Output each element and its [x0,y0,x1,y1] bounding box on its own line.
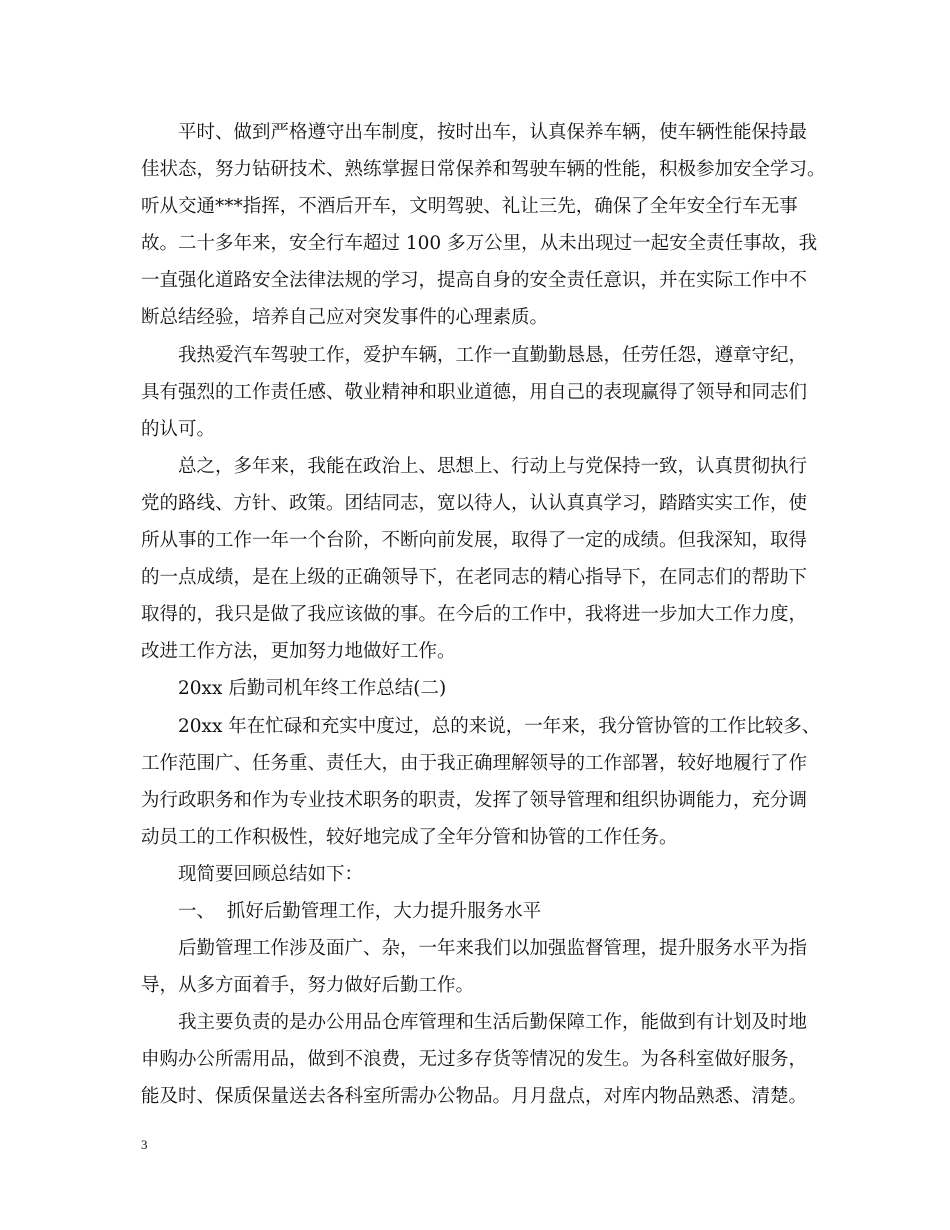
text-line: 一直强化道路安全法律法规的学习，提高自身的安全责任意识，并在实际工作中不 [141,270,808,292]
text-line: 的一点成绩，是在上级的正确领导下，在老同志的精心指导下，在同志们的帮助下 [141,567,808,589]
text-line: 20xx 年在忙碌和充实中度过，总的来说，一年来，我分管协管的工作比较多、 [178,715,821,737]
page-number: 3 [141,1137,148,1152]
text-line: 现简要回顾总结如下： [178,863,364,885]
text-line: 听从交通***指挥，不酒后开车，文明驾驶、礼让三先，确保了全年安全行车无事 [141,196,798,218]
text-line: 的认可。 [141,418,216,440]
text-line: 党的路线、方针、政策。团结同志，宽以待人，认认真真学习，踏踏实实工作，使 [141,492,808,514]
text-line: 工作范围广、任务重、责任大，由于我正确理解领导的工作部署，较好地履行了作 [141,752,808,774]
text-line: 取得的，我只是做了我应该做的事。在今后的工作中，我将进一步加大工作力度， [141,604,808,626]
text-line: 能及时、保质保量送去各科室所需办公物品。月月盘点，对库内物品熟悉、清楚。 [141,1086,808,1108]
subsection-heading: 一、 抓好后勤管理工作，大力提升服务水平 [178,900,542,922]
document-body [141,114,826,1116]
text-line: 后勤管理工作涉及面广、杂，一年来我们以加强监督管理，提升服务水平为指 [178,938,808,960]
text-line: 故。二十多年来，安全行车超过 100 多万公里，从未出现过一起安全责任事故，我 [141,233,818,255]
section-heading: 20xx 后勤司机年终工作总结(二) [178,678,447,700]
text-line: 我主要负责的是办公用品仓库管理和生活后勤保障工作，能做到有计划及时地 [178,1012,808,1034]
text-line: 我热爱汽车驾驶工作，爱护车辆，工作一直勤勤恳恳，任劳任怨，遵章守纪， [178,344,808,366]
text-line: 为行政职务和作为专业技术职务的职责，发挥了领导管理和组织协调能力，充分调 [141,789,808,811]
text-line: 申购办公所需用品，做到不浪费，无过多存货等情况的发生。为各科室做好服务， [141,1049,808,1071]
text-line: 导，从多方面着手，努力做好后勤工作。 [141,975,475,997]
text-line: 改进工作方法，更加努力地做好工作。 [141,641,456,663]
text-line: 平时、做到严格遵守出车制度，按时出车，认真保养车辆，使车辆性能保持最 [178,122,808,143]
text-line: 具有强烈的工作责任感、敬业精神和职业道德，用自己的表现赢得了领导和同志们 [141,381,808,403]
text-line: 所从事的工作一年一个台阶，不断向前发展，取得了一定的成绩。但我深知，取得 [141,530,808,552]
text-line: 动员工的工作积极性，较好地完成了全年分管和协管的工作任务。 [141,826,678,848]
text-line: 总之，多年来，我能在政治上、思想上、行动上与党保持一致，认真贯彻执行 [178,455,808,477]
text-line: 佳状态，努力钻研技术、熟练掌握日常保养和驾驶车辆的性能，积极参加安全学习。 [141,159,826,181]
text-line: 断总结经验，培养自己应对突发事件的心理素质。 [141,307,549,329]
